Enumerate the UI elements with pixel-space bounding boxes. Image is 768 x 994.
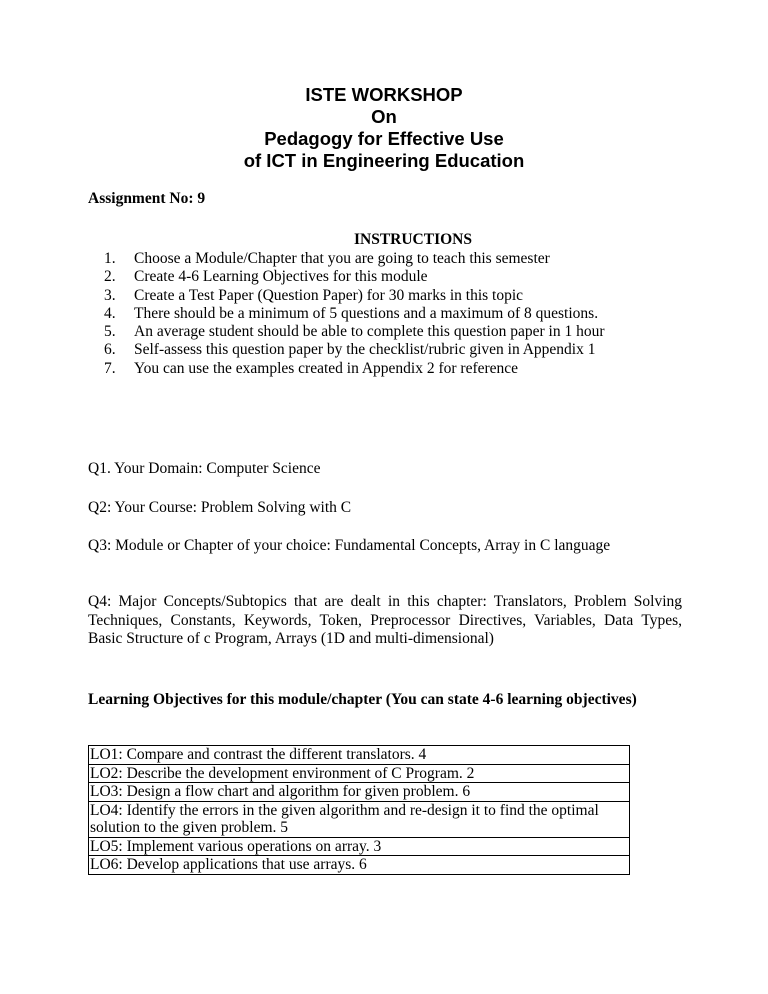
table-row — [89, 837, 630, 856]
instruction-item: 5. An average student should be able to complete this question paper in 1 hour — [104, 323, 605, 341]
instructions-heading: INSTRUCTIONS — [353, 231, 472, 248]
assignment-number: Assignment No: 9 — [88, 190, 206, 207]
table-row — [89, 783, 630, 802]
learning-objectives-heading: Learning Objectives for this module/chapter (You can state 4-6 learning objectives) — [88, 691, 637, 708]
lo-cell: LO4: Identify the errors in the given algorithm and re-design it to find the optimal solution to the given problem. 5 — [89, 801, 630, 837]
learning-objectives-table — [88, 745, 630, 875]
question-module: Q3: Module or Chapter of your choice: Fundamental Concepts, Array in C language — [88, 537, 611, 554]
title-line-2: On — [371, 106, 397, 127]
instruction-item: 7. You can use the examples created in Appendix 2 for reference — [104, 359, 519, 377]
table-row — [89, 801, 630, 837]
title-line-1: ISTE WORKSHOP — [305, 84, 463, 105]
instruction-item: 2. Create 4-6 Learning Objectives for this module — [104, 268, 428, 286]
instruction-item: 4. There should be a minimum of 5 questions and a maximum of 8 questions. — [104, 304, 599, 322]
lo-cell: LO6: Develop applications that use arrays. 6 — [89, 856, 630, 875]
table-row — [89, 746, 630, 765]
title-line-3: Pedagogy for Effective Use — [264, 128, 504, 149]
lo-cell: LO1: Compare and contrast the different translators. 4 — [89, 746, 630, 765]
instruction-item: 6. Self-assess this question paper by the checklist/rubric given in Appendix 1 — [104, 341, 596, 359]
title-line-4: of ICT in Engineering Education — [243, 150, 525, 171]
document-title — [0, 84, 768, 172]
lo-cell: LO2: Describe the development environment of C Program. 2 — [89, 764, 630, 783]
lo-cell: LO5: Implement various operations on array. 3 — [89, 837, 630, 856]
lo-cell: LO3: Design a flow chart and algorithm for given problem. 6 — [89, 783, 630, 802]
question-concepts: Q4: Major Concepts/Subtopics that are dealt in this chapter: Translators, Problem Solving Techniques, Constants, Keywords, Token, Preprocessor Directives, Variables, Data Types, Basic Structure of c Program, Arrays (1D and multi-dimensional) — [88, 593, 682, 647]
table-row — [89, 856, 630, 875]
question-domain: Q1. Your Domain: Computer Science — [88, 460, 321, 477]
instruction-item: 1. Choose a Module/Chapter that you are going to teach this semester — [104, 250, 550, 267]
instruction-item: 3. Create a Test Paper (Question Paper) for 30 marks in this topic — [104, 286, 524, 304]
table-row — [89, 764, 630, 783]
question-course: Q2: Your Course: Problem Solving with C — [88, 499, 352, 516]
instructions-list — [88, 250, 648, 378]
